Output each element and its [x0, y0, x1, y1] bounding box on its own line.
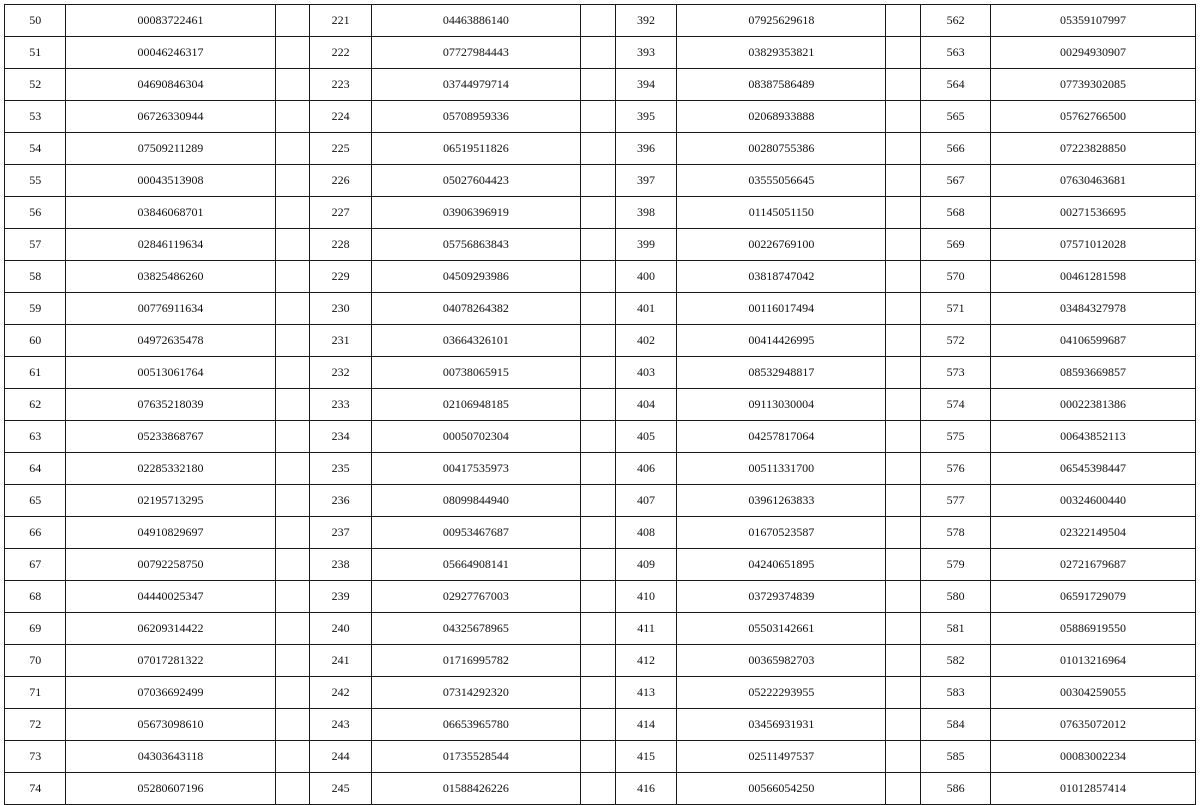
empty-separator-cell	[580, 453, 615, 485]
empty-separator-cell	[275, 133, 310, 165]
code-number-cell: 06545398447	[990, 453, 1195, 485]
row-index-cell: 405	[615, 421, 676, 453]
empty-separator-cell	[275, 325, 310, 357]
code-number-cell: 04463886140	[371, 5, 580, 37]
row-index-cell: 221	[310, 5, 371, 37]
empty-separator-cell	[580, 133, 615, 165]
code-number-cell: 00022381386	[990, 389, 1195, 421]
table-row	[5, 517, 1196, 549]
code-number-cell: 00643852113	[990, 421, 1195, 453]
empty-separator-cell	[275, 709, 310, 741]
empty-separator-cell	[275, 389, 310, 421]
row-index-cell: 582	[921, 645, 991, 677]
row-index-cell: 234	[310, 421, 371, 453]
code-number-cell: 03825486260	[66, 261, 275, 293]
code-number-cell: 04240651895	[677, 549, 886, 581]
row-index-cell: 411	[615, 613, 676, 645]
code-number-cell: 07017281322	[66, 645, 275, 677]
code-number-cell: 04078264382	[371, 293, 580, 325]
row-index-cell: 62	[5, 389, 66, 421]
row-index-cell: 562	[921, 5, 991, 37]
empty-separator-cell	[886, 645, 921, 677]
number-list-table	[4, 4, 1196, 805]
row-index-cell: 224	[310, 101, 371, 133]
empty-separator-cell	[580, 261, 615, 293]
code-number-cell: 07925629618	[677, 5, 886, 37]
code-number-cell: 03906396919	[371, 197, 580, 229]
code-number-cell: 02721679687	[990, 549, 1195, 581]
row-index-cell: 227	[310, 197, 371, 229]
row-index-cell: 394	[615, 69, 676, 101]
empty-separator-cell	[886, 165, 921, 197]
empty-separator-cell	[886, 293, 921, 325]
empty-separator-cell	[275, 261, 310, 293]
row-index-cell: 401	[615, 293, 676, 325]
row-index-cell: 74	[5, 773, 66, 805]
empty-separator-cell	[275, 165, 310, 197]
row-index-cell: 583	[921, 677, 991, 709]
row-index-cell: 565	[921, 101, 991, 133]
row-index-cell: 55	[5, 165, 66, 197]
code-number-cell: 02322149504	[990, 517, 1195, 549]
document-page	[4, 4, 1196, 798]
empty-separator-cell	[580, 229, 615, 261]
empty-separator-cell	[886, 389, 921, 421]
row-index-cell: 393	[615, 37, 676, 69]
code-number-cell: 01145051150	[677, 197, 886, 229]
row-index-cell: 579	[921, 549, 991, 581]
code-number-cell: 02106948185	[371, 389, 580, 421]
row-index-cell: 577	[921, 485, 991, 517]
empty-separator-cell	[886, 357, 921, 389]
row-index-cell: 66	[5, 517, 66, 549]
table-row	[5, 165, 1196, 197]
empty-separator-cell	[580, 5, 615, 37]
table-row	[5, 741, 1196, 773]
code-number-cell: 07036692499	[66, 677, 275, 709]
row-index-cell: 51	[5, 37, 66, 69]
row-index-cell: 412	[615, 645, 676, 677]
code-number-cell: 00461281598	[990, 261, 1195, 293]
row-index-cell: 413	[615, 677, 676, 709]
empty-separator-cell	[580, 581, 615, 613]
code-number-cell: 03961263833	[677, 485, 886, 517]
row-index-cell: 586	[921, 773, 991, 805]
empty-separator-cell	[886, 613, 921, 645]
row-index-cell: 585	[921, 741, 991, 773]
empty-separator-cell	[580, 741, 615, 773]
empty-separator-cell	[580, 613, 615, 645]
empty-separator-cell	[275, 485, 310, 517]
row-index-cell: 233	[310, 389, 371, 421]
empty-separator-cell	[275, 677, 310, 709]
row-index-cell: 567	[921, 165, 991, 197]
table-row	[5, 453, 1196, 485]
table-row	[5, 261, 1196, 293]
code-number-cell: 04257817064	[677, 421, 886, 453]
row-index-cell: 225	[310, 133, 371, 165]
code-number-cell: 05673098610	[66, 709, 275, 741]
row-index-cell: 578	[921, 517, 991, 549]
empty-separator-cell	[275, 421, 310, 453]
empty-separator-cell	[886, 549, 921, 581]
row-index-cell: 409	[615, 549, 676, 581]
row-index-cell: 58	[5, 261, 66, 293]
code-number-cell: 05359107997	[990, 5, 1195, 37]
row-index-cell: 398	[615, 197, 676, 229]
empty-separator-cell	[275, 197, 310, 229]
empty-separator-cell	[886, 261, 921, 293]
row-index-cell: 243	[310, 709, 371, 741]
row-index-cell: 232	[310, 357, 371, 389]
table-row	[5, 293, 1196, 325]
code-number-cell: 09113030004	[677, 389, 886, 421]
code-number-cell: 02285332180	[66, 453, 275, 485]
row-index-cell: 231	[310, 325, 371, 357]
row-index-cell: 568	[921, 197, 991, 229]
empty-separator-cell	[886, 485, 921, 517]
empty-separator-cell	[275, 517, 310, 549]
code-number-cell: 03744979714	[371, 69, 580, 101]
row-index-cell: 54	[5, 133, 66, 165]
empty-separator-cell	[580, 389, 615, 421]
row-index-cell: 574	[921, 389, 991, 421]
empty-separator-cell	[275, 645, 310, 677]
code-number-cell: 07635218039	[66, 389, 275, 421]
row-index-cell: 226	[310, 165, 371, 197]
row-index-cell: 408	[615, 517, 676, 549]
code-number-cell: 07223828850	[990, 133, 1195, 165]
row-index-cell: 572	[921, 325, 991, 357]
empty-separator-cell	[580, 69, 615, 101]
row-index-cell: 236	[310, 485, 371, 517]
row-index-cell: 581	[921, 613, 991, 645]
row-index-cell: 580	[921, 581, 991, 613]
row-index-cell: 52	[5, 69, 66, 101]
row-index-cell: 575	[921, 421, 991, 453]
code-number-cell: 00566054250	[677, 773, 886, 805]
row-index-cell: 235	[310, 453, 371, 485]
code-number-cell: 03456931931	[677, 709, 886, 741]
row-index-cell: 61	[5, 357, 66, 389]
empty-separator-cell	[580, 197, 615, 229]
empty-separator-cell	[886, 229, 921, 261]
code-number-cell: 00271536695	[990, 197, 1195, 229]
code-number-cell: 03664326101	[371, 325, 580, 357]
empty-separator-cell	[886, 133, 921, 165]
empty-separator-cell	[886, 421, 921, 453]
row-index-cell: 73	[5, 741, 66, 773]
code-number-cell: 00511331700	[677, 453, 886, 485]
code-number-cell: 06653965780	[371, 709, 580, 741]
code-number-cell: 05886919550	[990, 613, 1195, 645]
code-number-cell: 01012857414	[990, 773, 1195, 805]
empty-separator-cell	[580, 645, 615, 677]
code-number-cell: 01735528544	[371, 741, 580, 773]
code-number-cell: 00776911634	[66, 293, 275, 325]
row-index-cell: 228	[310, 229, 371, 261]
code-number-cell: 00414426995	[677, 325, 886, 357]
empty-separator-cell	[580, 293, 615, 325]
table-row	[5, 197, 1196, 229]
table-row	[5, 645, 1196, 677]
empty-separator-cell	[580, 421, 615, 453]
empty-separator-cell	[580, 357, 615, 389]
code-number-cell: 00226769100	[677, 229, 886, 261]
code-number-cell: 00116017494	[677, 293, 886, 325]
code-number-cell: 05027604423	[371, 165, 580, 197]
code-number-cell: 04106599687	[990, 325, 1195, 357]
empty-separator-cell	[580, 485, 615, 517]
row-index-cell: 237	[310, 517, 371, 549]
row-index-cell: 69	[5, 613, 66, 645]
code-number-cell: 04509293986	[371, 261, 580, 293]
empty-separator-cell	[275, 549, 310, 581]
code-number-cell: 07630463681	[990, 165, 1195, 197]
row-index-cell: 68	[5, 581, 66, 613]
row-index-cell: 576	[921, 453, 991, 485]
empty-separator-cell	[886, 581, 921, 613]
code-number-cell: 02195713295	[66, 485, 275, 517]
code-number-cell: 04910829697	[66, 517, 275, 549]
code-number-cell: 05708959336	[371, 101, 580, 133]
code-number-cell: 00417535973	[371, 453, 580, 485]
row-index-cell: 569	[921, 229, 991, 261]
code-number-cell: 01670523587	[677, 517, 886, 549]
row-index-cell: 60	[5, 325, 66, 357]
code-number-cell: 04690846304	[66, 69, 275, 101]
code-number-cell: 04303643118	[66, 741, 275, 773]
empty-separator-cell	[580, 677, 615, 709]
row-index-cell: 230	[310, 293, 371, 325]
code-number-cell: 02511497537	[677, 741, 886, 773]
table-row	[5, 357, 1196, 389]
row-index-cell: 71	[5, 677, 66, 709]
empty-separator-cell	[275, 69, 310, 101]
code-number-cell: 01013216964	[990, 645, 1195, 677]
code-number-cell: 05664908141	[371, 549, 580, 581]
row-index-cell: 584	[921, 709, 991, 741]
code-number-cell: 02846119634	[66, 229, 275, 261]
code-number-cell: 08387586489	[677, 69, 886, 101]
empty-separator-cell	[580, 517, 615, 549]
code-number-cell: 06519511826	[371, 133, 580, 165]
table-row	[5, 101, 1196, 133]
row-index-cell: 242	[310, 677, 371, 709]
code-number-cell: 05503142661	[677, 613, 886, 645]
row-index-cell: 222	[310, 37, 371, 69]
code-number-cell: 00083722461	[66, 5, 275, 37]
row-index-cell: 410	[615, 581, 676, 613]
empty-separator-cell	[580, 325, 615, 357]
row-index-cell: 65	[5, 485, 66, 517]
code-number-cell: 00304259055	[990, 677, 1195, 709]
code-number-cell: 00738065915	[371, 357, 580, 389]
row-index-cell: 566	[921, 133, 991, 165]
code-number-cell: 00046246317	[66, 37, 275, 69]
table-row	[5, 485, 1196, 517]
row-index-cell: 396	[615, 133, 676, 165]
row-index-cell: 573	[921, 357, 991, 389]
row-index-cell: 57	[5, 229, 66, 261]
empty-separator-cell	[580, 549, 615, 581]
code-number-cell: 03729374839	[677, 581, 886, 613]
code-number-cell: 00953467687	[371, 517, 580, 549]
row-index-cell: 244	[310, 741, 371, 773]
code-number-cell: 05233868767	[66, 421, 275, 453]
code-number-cell: 00280755386	[677, 133, 886, 165]
empty-separator-cell	[886, 37, 921, 69]
code-number-cell: 06726330944	[66, 101, 275, 133]
table-row	[5, 677, 1196, 709]
empty-separator-cell	[275, 741, 310, 773]
row-index-cell: 67	[5, 549, 66, 581]
empty-separator-cell	[886, 101, 921, 133]
code-number-cell: 02068933888	[677, 101, 886, 133]
table-row	[5, 325, 1196, 357]
table-row	[5, 5, 1196, 37]
code-number-cell: 00043513908	[66, 165, 275, 197]
code-number-cell: 04440025347	[66, 581, 275, 613]
row-index-cell: 245	[310, 773, 371, 805]
code-number-cell: 04325678965	[371, 613, 580, 645]
row-index-cell: 406	[615, 453, 676, 485]
row-index-cell: 59	[5, 293, 66, 325]
row-index-cell: 403	[615, 357, 676, 389]
empty-separator-cell	[275, 613, 310, 645]
code-number-cell: 00294930907	[990, 37, 1195, 69]
code-number-cell: 01716995782	[371, 645, 580, 677]
code-number-cell: 06591729079	[990, 581, 1195, 613]
row-index-cell: 64	[5, 453, 66, 485]
empty-separator-cell	[886, 741, 921, 773]
code-number-cell: 03818747042	[677, 261, 886, 293]
row-index-cell: 239	[310, 581, 371, 613]
empty-separator-cell	[580, 709, 615, 741]
row-index-cell: 399	[615, 229, 676, 261]
row-index-cell: 407	[615, 485, 676, 517]
table-row	[5, 549, 1196, 581]
row-index-cell: 56	[5, 197, 66, 229]
code-number-cell: 07635072012	[990, 709, 1195, 741]
code-number-cell: 07571012028	[990, 229, 1195, 261]
code-number-cell: 07727984443	[371, 37, 580, 69]
row-index-cell: 223	[310, 69, 371, 101]
row-index-cell: 402	[615, 325, 676, 357]
code-number-cell: 06209314422	[66, 613, 275, 645]
empty-separator-cell	[886, 69, 921, 101]
code-number-cell: 07739302085	[990, 69, 1195, 101]
row-index-cell: 229	[310, 261, 371, 293]
row-index-cell: 240	[310, 613, 371, 645]
table-row	[5, 229, 1196, 261]
empty-separator-cell	[580, 165, 615, 197]
table-row	[5, 581, 1196, 613]
code-number-cell: 00324600440	[990, 485, 1195, 517]
row-index-cell: 72	[5, 709, 66, 741]
row-index-cell: 397	[615, 165, 676, 197]
empty-separator-cell	[275, 293, 310, 325]
row-index-cell: 564	[921, 69, 991, 101]
row-index-cell: 570	[921, 261, 991, 293]
code-number-cell: 00050702304	[371, 421, 580, 453]
code-number-cell: 00365982703	[677, 645, 886, 677]
table-row	[5, 389, 1196, 421]
code-number-cell: 05222293955	[677, 677, 886, 709]
code-number-cell: 05756863843	[371, 229, 580, 261]
row-index-cell: 63	[5, 421, 66, 453]
empty-separator-cell	[275, 5, 310, 37]
code-number-cell: 00083002234	[990, 741, 1195, 773]
row-index-cell: 416	[615, 773, 676, 805]
row-index-cell: 414	[615, 709, 676, 741]
row-index-cell: 50	[5, 5, 66, 37]
empty-separator-cell	[886, 325, 921, 357]
code-number-cell: 05280607196	[66, 773, 275, 805]
row-index-cell: 415	[615, 741, 676, 773]
row-index-cell: 400	[615, 261, 676, 293]
code-number-cell: 08593669857	[990, 357, 1195, 389]
code-number-cell: 04972635478	[66, 325, 275, 357]
code-number-cell: 03829353821	[677, 37, 886, 69]
row-index-cell: 70	[5, 645, 66, 677]
code-number-cell: 08532948817	[677, 357, 886, 389]
empty-separator-cell	[275, 37, 310, 69]
table-row	[5, 613, 1196, 645]
empty-separator-cell	[886, 709, 921, 741]
row-index-cell: 571	[921, 293, 991, 325]
row-index-cell: 563	[921, 37, 991, 69]
empty-separator-cell	[580, 37, 615, 69]
empty-separator-cell	[886, 677, 921, 709]
row-index-cell: 404	[615, 389, 676, 421]
empty-separator-cell	[886, 197, 921, 229]
empty-separator-cell	[275, 453, 310, 485]
empty-separator-cell	[275, 229, 310, 261]
empty-separator-cell	[580, 101, 615, 133]
code-number-cell: 01588426226	[371, 773, 580, 805]
table-row	[5, 69, 1196, 101]
table-row	[5, 133, 1196, 165]
row-index-cell: 241	[310, 645, 371, 677]
code-number-cell: 00792258750	[66, 549, 275, 581]
empty-separator-cell	[275, 581, 310, 613]
row-index-cell: 238	[310, 549, 371, 581]
row-index-cell: 392	[615, 5, 676, 37]
empty-separator-cell	[275, 357, 310, 389]
code-number-cell: 07509211289	[66, 133, 275, 165]
empty-separator-cell	[275, 101, 310, 133]
table-row	[5, 37, 1196, 69]
row-index-cell: 395	[615, 101, 676, 133]
table-body	[5, 5, 1196, 805]
code-number-cell: 02927767003	[371, 581, 580, 613]
empty-separator-cell	[886, 5, 921, 37]
row-index-cell: 53	[5, 101, 66, 133]
code-number-cell: 03555056645	[677, 165, 886, 197]
code-number-cell: 03846068701	[66, 197, 275, 229]
code-number-cell: 08099844940	[371, 485, 580, 517]
code-number-cell: 00513061764	[66, 357, 275, 389]
code-number-cell: 03484327978	[990, 293, 1195, 325]
code-number-cell: 05762766500	[990, 101, 1195, 133]
empty-separator-cell	[886, 453, 921, 485]
table-row	[5, 421, 1196, 453]
code-number-cell: 07314292320	[371, 677, 580, 709]
empty-separator-cell	[886, 517, 921, 549]
table-row	[5, 709, 1196, 741]
